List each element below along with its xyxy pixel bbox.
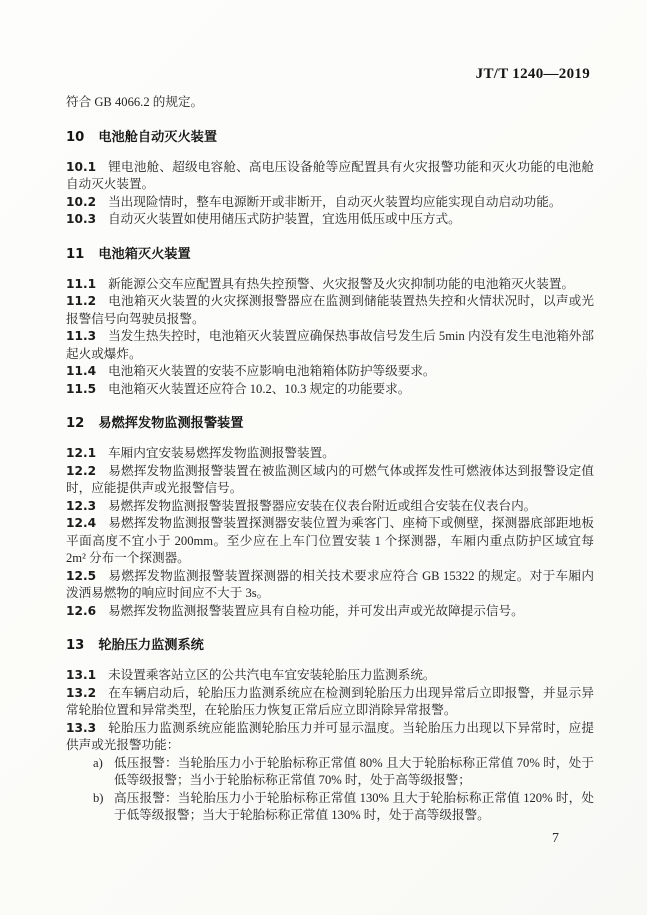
clause-text: 新能源公交车应配置具有热失控预警、火灾报警及火灾抑制功能的电池箱灭火装置。 (108, 276, 575, 291)
clause-number: 10.3 (66, 212, 97, 226)
clause-number: 12.1 (66, 446, 97, 460)
clause-12-4 (66, 515, 594, 568)
clause-10-1 (66, 159, 594, 194)
clause-13-2 (66, 685, 594, 720)
clause-number: 10.1 (66, 159, 97, 174)
clause-number: 11.1 (66, 276, 97, 291)
clause-11-1 (66, 276, 594, 294)
clause-11-4 (66, 363, 594, 381)
clause-number: 13.3 (66, 720, 97, 735)
clause-text: 未设置乘客站立区的公共汽电车宜安装轮胎压力监测系统。 (108, 668, 436, 682)
clause-12-3 (66, 498, 594, 516)
clause-12-5 (66, 568, 594, 603)
clause-text: 易燃挥发物监测报警装置报警器应安装在仪表台附近或组合安装在仪表台内。 (108, 498, 537, 513)
clause-text: 在车辆启动后，轮胎压力监测系统应在检测到轮胎压力出现异常后立即报警，并显示异常轮胎位置和异常类型，在轮胎压力恢复正常后应立即消除异常报警。 (66, 685, 594, 717)
clause-number: 12.5 (66, 568, 97, 583)
clause-number: 13.1 (66, 668, 97, 682)
list-marker: b) (93, 790, 104, 805)
clause-13-1 (66, 667, 594, 685)
clause-text: 自动灭火装置如使用储压式防护装置，宜选用低压或中压方式。 (108, 212, 461, 226)
clause-13-3 (66, 720, 594, 755)
list-item-text: 低压报警：当轮胎压力小于轮胎标称正常值 80% 且大于轮胎标称正常值 70% 时，处于低等级报警；当小于轮胎标称正常值 70% 时，处于高等级报警； (114, 755, 594, 787)
clause-text: 易燃挥发物监测报警装置应具有自检功能，并可发出声或光故障提示信号。 (108, 603, 524, 618)
clause-text: 电池箱灭火装置还应符合 10.2、10.3 规定的功能要求。 (108, 381, 411, 396)
clause-text: 锂电池舱、超级电容舱、高电压设备舱等应配置具有火灾报警功能和灭火功能的电池舱自动灭火装置。 (66, 159, 594, 191)
clause-number: 11.2 (66, 294, 97, 308)
section-heading-10 (66, 129, 594, 147)
section-number: 12 (66, 416, 85, 431)
clause-10-2 (66, 194, 594, 212)
clause-11-3 (66, 328, 594, 363)
page-content (66, 94, 594, 825)
standard-code-header: JT/T 1240—2019 (475, 66, 590, 82)
section-number: 11 (66, 246, 85, 262)
clause-text: 电池箱灭火装置的安装不应影响电池箱箱体防护等级要求。 (108, 364, 436, 378)
clause-number: 11.5 (66, 381, 97, 396)
clause-11-2 (66, 293, 594, 328)
clause-text: 轮胎压力监测系统应能监测轮胎压力并可显示温度。当轮胎压力出现以下异常时，应提供声或光报警功能： (66, 720, 594, 752)
clause-11-5 (66, 381, 594, 399)
clause-12-2 (66, 463, 594, 498)
clause-10-3 (66, 211, 594, 229)
clause-text: 电池箱灭火装置的火灾探测报警器应在监测到储能装置热失控和火情状况时，以声或光报警信号向驾驶员报警。 (66, 294, 594, 326)
clause-12-6 (66, 603, 594, 621)
clause-number: 10.2 (66, 194, 97, 209)
section-title: 轮胎压力监测系统 (98, 638, 204, 653)
clause-number: 13.2 (66, 685, 97, 700)
list-marker: a) (93, 755, 103, 770)
list-item-b (66, 790, 594, 825)
section-heading-11 (66, 246, 594, 264)
section-title: 易燃挥发物监测报警装置 (98, 416, 244, 431)
section-title: 电池箱灭火装置 (98, 246, 191, 262)
clause-text: 当发生热失控时，电池箱灭火装置应确保热事故信号发生后 5min 内没有发生电池箱外部起火或爆炸。 (66, 329, 594, 361)
list-item-a (66, 755, 594, 790)
clause-number: 12.6 (66, 603, 97, 618)
clause-number: 11.4 (66, 364, 97, 378)
page-number: 7 (552, 831, 559, 846)
clause-text: 当出现险情时，整车电源断开或非断开，自动灭火装置均应能实现自动启动功能。 (108, 194, 562, 209)
section-number: 10 (66, 129, 85, 145)
clause-number: 12.3 (66, 498, 97, 513)
list-item-text: 高压报警：当轮胎压力小于轮胎标称正常值 130% 且大于轮胎标称正常值 120% 时，处于低等级报警；当大于轮胎标称正常值 130% 时，处于高等级报警。 (114, 790, 594, 822)
section-title: 电池舱自动灭火装置 (98, 129, 218, 145)
intro-paragraph: 符合 GB 4066.2 的规定。 (66, 95, 204, 109)
clause-number: 12.2 (66, 463, 97, 478)
section-heading-13 (66, 637, 594, 655)
section-number: 13 (66, 638, 85, 653)
clause-12-1 (66, 445, 594, 463)
clause-text: 易燃挥发物监测报警装置探测器安装位置为乘客门、座椅下或侧壁，探测器底部距地板平面高度不宜小于 200mm。至少应在上车门位置安装 1 个探测器，车厢内重点防护区域宜每 2m² 分布一个探测器。 (66, 516, 594, 565)
clause-text: 易燃挥发物监测报警装置探测器的相关技术要求应符合 GB 15322 的规定。对于车厢内泼洒易燃物的响应时间应不大于 3s。 (66, 568, 594, 600)
clause-number: 11.3 (66, 329, 97, 343)
section-heading-12 (66, 415, 594, 433)
clause-text: 车厢内宜安装易燃挥发物监测报警装置。 (108, 446, 335, 460)
clause-text: 易燃挥发物监测报警装置在被监测区域内的可燃气体或挥发性可燃液体达到报警设定值时，应能提供声或光报警信号。 (66, 463, 594, 495)
clause-number: 12.4 (66, 516, 97, 530)
